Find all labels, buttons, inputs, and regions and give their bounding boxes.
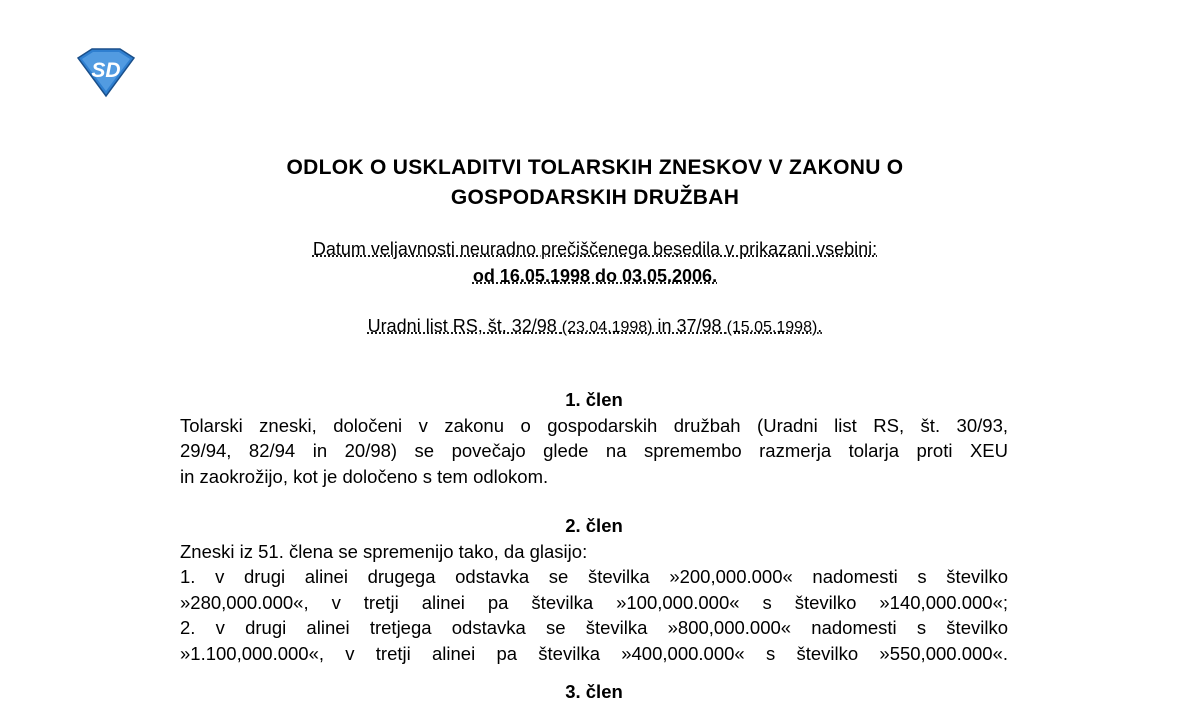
article-2 — [180, 513, 1008, 666]
article-1 — [180, 387, 1008, 489]
list-item-line: »280,000.000«, v tretji alinei pa številka »100,000.000« s številko »140,000.000«; — [180, 591, 1008, 613]
validity-label: Datum veljavnosti neuradno prečiščenega besedila v prikazani vsebini: — [312, 239, 878, 259]
article-3 — [180, 679, 1008, 705]
list-item-line: »1.100,000.000«, v tretji alinei pa številka »400,000.000« s številko »550,000.000«. — [180, 642, 1008, 664]
logo-letters: SD — [91, 59, 121, 82]
article-line: in zaokrožijo, kot je določeno s tem odlokom. — [180, 465, 549, 487]
article-title: 1. člen — [565, 389, 623, 410]
title-line-2: GOSPODARSKIH DRUŽBAH — [450, 186, 740, 209]
gazette-date-2: (15.05.1998) — [726, 319, 818, 336]
gazette-main: Uradni list RS, št. 32/98 — [367, 316, 562, 336]
article-title: 2. člen — [565, 515, 623, 536]
gazette-reference — [180, 313, 1010, 341]
gazette-mid: in 37/98 — [652, 316, 727, 336]
article-title: 3. člen — [565, 681, 623, 702]
gazette-end: . — [817, 316, 823, 336]
list-item-line: 1. v drugi alinei drugega odstavka se številka »200,000.000« nadomesti s številko — [180, 566, 1008, 587]
validity-dates: od 16.05.1998 do 03.05.2006. — [472, 266, 718, 286]
article-intro: Zneski iz 51. člena se spremenijo tako, da glasijo: — [180, 540, 588, 562]
sd-logo-icon — [72, 46, 140, 98]
gazette-date-1: (23.04.1998) — [561, 319, 653, 336]
article-line: Tolarski zneski, določeni v zakonu o gospodarskih družbah (Uradni list RS, št. 30/93, — [180, 414, 1008, 436]
article-line: 29/94, 82/94 in 20/98) se povečajo glede na spremembo razmerja tolarja proti XEU — [180, 440, 1008, 461]
validity-block — [180, 236, 1010, 290]
list-item-line: 2. v drugi alinei tretjega odstavka se številka »800,000.000« nadomesti s številko — [180, 617, 1008, 638]
title-line-1: ODLOK O USKLADITVI TOLARSKIH ZNESKOV V ZAKONU O — [286, 156, 904, 179]
document-title — [180, 153, 1010, 213]
